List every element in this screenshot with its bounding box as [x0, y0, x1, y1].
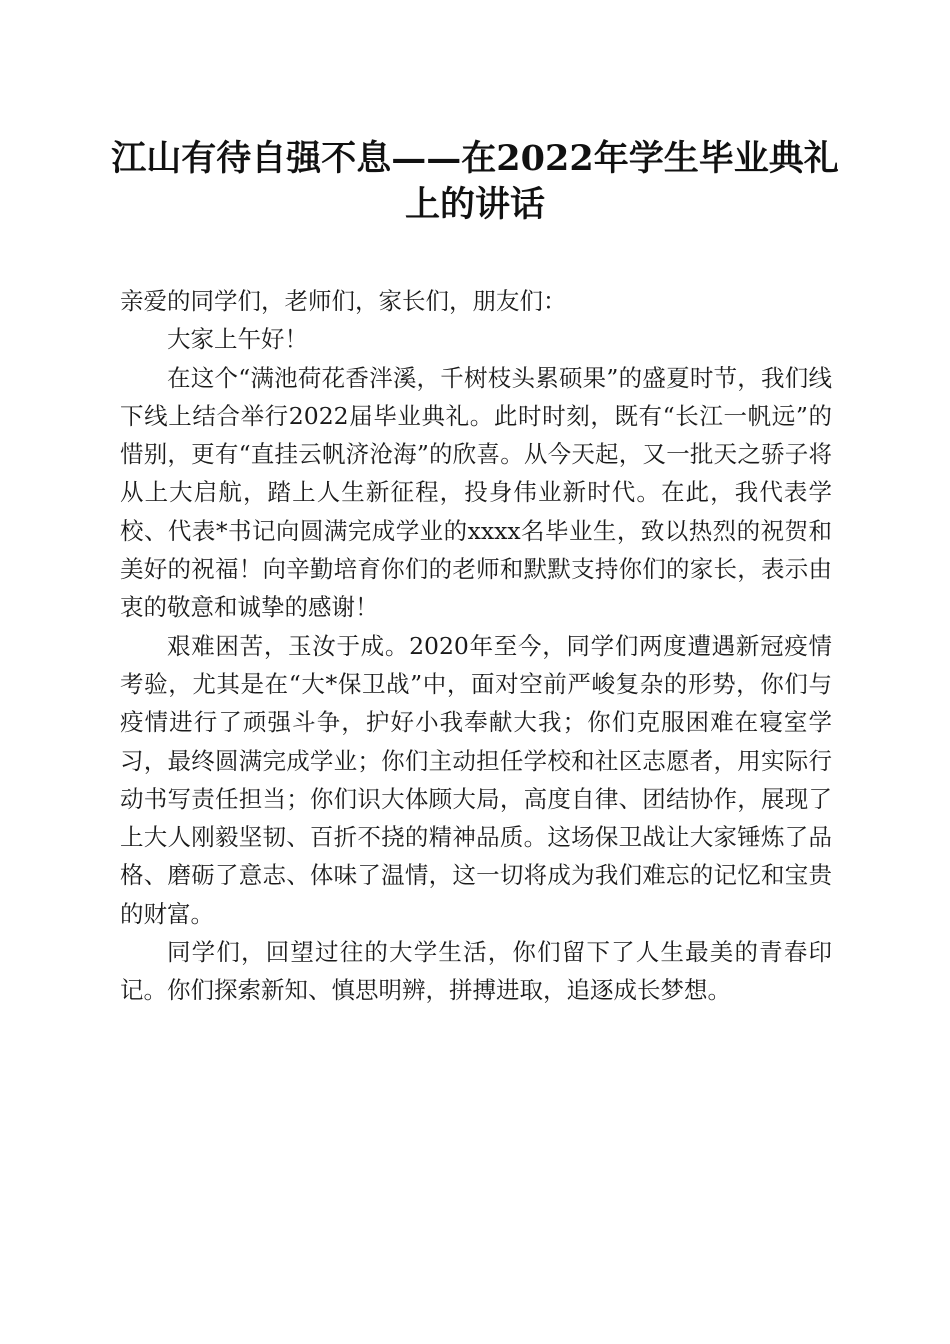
paragraph-3: 同学们，回望过往的大学生活，你们留下了人生最美的青春印记。你们探索新知、慎思明辨，拼搏进取，追逐成长梦想。 — [120, 938, 832, 1005]
greeting: 大家上午好！ — [167, 325, 308, 354]
document-body — [120, 282, 832, 1010]
paragraph-2: 艰难困苦，玉汝于成。2020年至今，同学们两度遭遇新冠疫情考验，尤其是在“大*保卫战”中，面对空前严峻复杂的形势，你们与疫情进行了顽强斗争，护好小我奉献大我；你们克服困难在寝室学习，最终圆满完成学业；你们主动担任学校和社区志愿者，用实际行动书写责任担当；你们识大体顾大局，高度自律、团结协作，展现了上大人刚毅坚韧、百折不挠的精神品质。这场保卫战让大家锤炼了品格、磨砺了意志、体味了温情，这一切将成为我们难忘的记忆和宝贵的财富。 — [120, 631, 832, 928]
paragraph-1: 在这个“满池荷花香泮溪，千树枝头累硕果”的盛夏时节，我们线下线上结合举行2022届毕业典礼。此时时刻，既有“长江一帆远”的惜别，更有“直挂云帆济沧海”的欣喜。从今天起，又一批天之骄子将从上大启航，踏上人生新征程，投身伟业新时代。在此，我代表学校、代表*书记向圆满完成学业的xxxx名毕业生，致以热烈的祝贺和美好的祝福！向辛勤培育你们的老师和默默支持你们的家长，表示由衷的敬意和诚挚的感谢！ — [120, 363, 832, 622]
salutation: 亲爱的同学们，老师们，家长们，朋友们： — [120, 287, 567, 315]
document-title: 江山有待自强不息——在2022年学生毕业典礼上的讲话 — [111, 138, 839, 225]
